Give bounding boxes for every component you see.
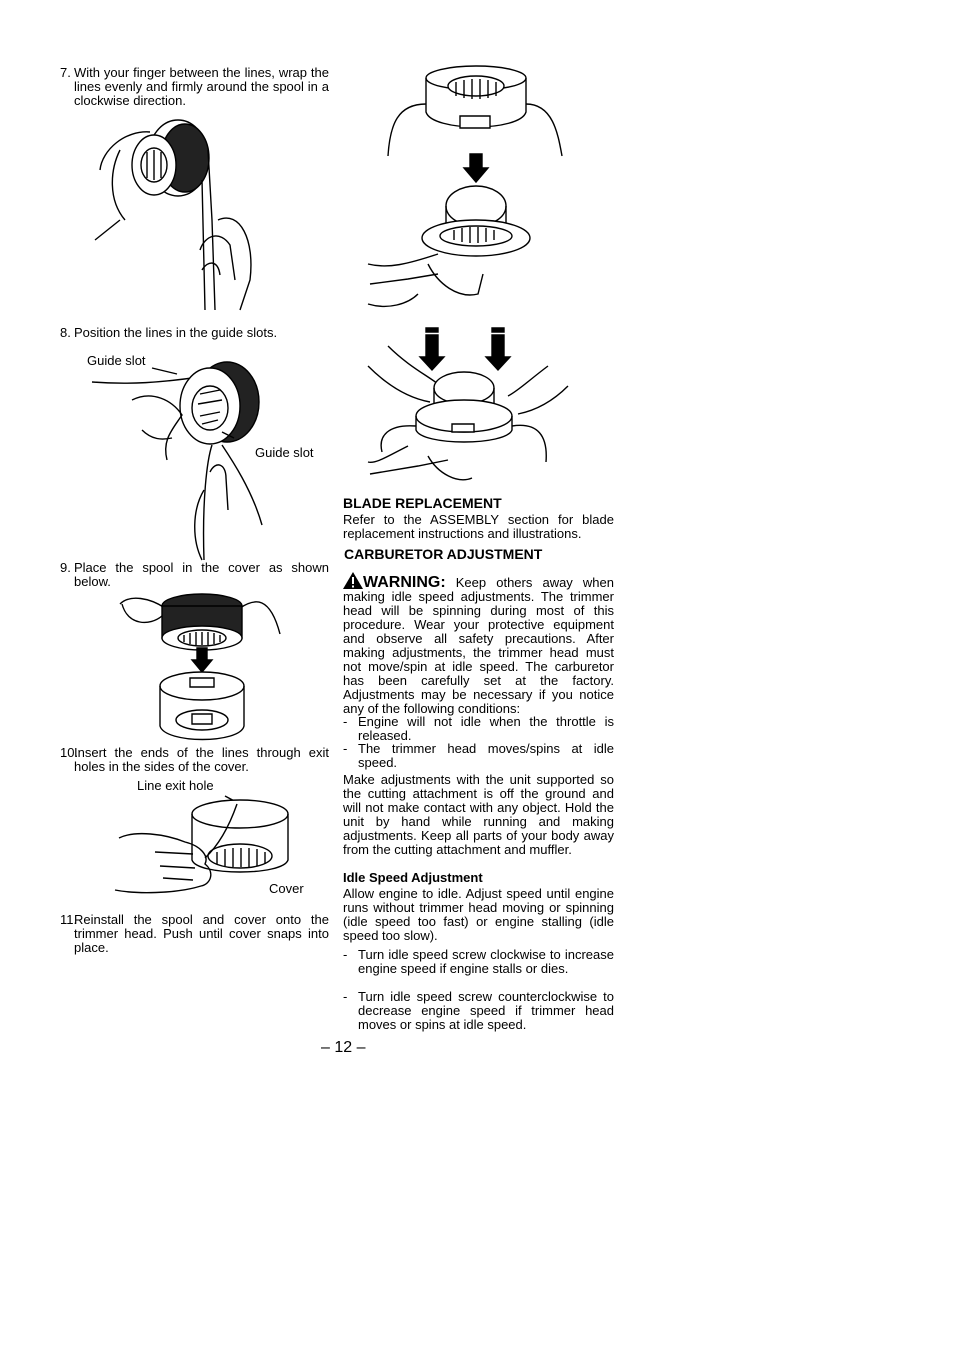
down-arrow-icon	[192, 648, 212, 672]
wind-spool-illustration	[90, 110, 270, 310]
warning-triangle-icon	[343, 572, 363, 589]
condition-item: - Engine will not idle when the throttle is released.	[343, 714, 614, 743]
down-arrow-icon	[464, 154, 488, 182]
guide-slot-illustration	[92, 360, 272, 560]
line-exit-hole-label: Line exit hole	[137, 778, 214, 793]
idle-step-item: - Turn idle speed screw counterclockwise to decrease engine speed if trimmer head moves or spins at idle speed.	[343, 989, 614, 1032]
blade-replacement-heading: BLADE REPLACEMENT	[343, 495, 502, 511]
idle-step-text: Turn idle speed screw counterclockwise to decrease engine speed if trimmer head moves or spins at idle speed.	[358, 989, 614, 1032]
idle-step-text: Turn idle speed screw clockwise to increase engine speed if engine stalls or dies.	[358, 947, 614, 976]
down-arrow-icon	[420, 328, 444, 370]
idle-speed-text: Allow engine to idle. Adjust speed until engine runs without trimmer head moving or spinning (idle speed too fast) or engine stalling (idle speed too slow).	[343, 886, 614, 943]
step-text: Reinstall the spool and cover onto the trimmer head. Push until cover snaps into place.	[74, 912, 329, 955]
spool-into-cover-illustration	[120, 586, 285, 746]
guide-slot-label: Guide slot	[255, 445, 314, 460]
step-11	[60, 913, 329, 955]
step-9	[60, 561, 329, 589]
cover-label: Cover	[269, 881, 304, 896]
step-number: 7.	[60, 65, 71, 80]
warning-paragraph	[343, 572, 614, 716]
snap-cover-illustration	[368, 326, 568, 484]
step-number: 8.	[60, 325, 71, 340]
page-number: – 12 –	[321, 1039, 366, 1056]
guide-slot-label: Guide slot	[87, 353, 146, 368]
line-exit-illustration	[105, 794, 295, 906]
step-text: Position the lines in the guide slots.	[74, 325, 278, 340]
step-text: Insert the ends of the lines through exit holes in the sides of the cover.	[74, 745, 329, 774]
warning-text: Keep others away when making idle speed adjustments. The trimmer head will be spinning during most of this procedure. Wear your protective equipment and observe all safety precautions. After making adjustments, the trimmer head must not move/spin at idle speed. The carburetor has been carefully set at the factory. Adjustments may be necessary if you notice any of the following conditions:	[343, 575, 614, 716]
idle-step-item: - Turn idle speed screw clockwise to increase engine speed if engine stalls or dies.	[343, 947, 614, 976]
condition-text: The trimmer head moves/spins at idle speed.	[358, 741, 614, 770]
step-10	[60, 746, 329, 774]
step-number: 9.	[60, 560, 71, 575]
step-7	[60, 66, 329, 108]
step-8	[60, 326, 329, 340]
step-number: 11.	[60, 912, 78, 927]
step-number: 10.	[60, 745, 79, 760]
step-text: With your finger between the lines, wrap the lines evenly and firmly around the spool in a clockwise direction.	[74, 65, 329, 108]
condition-text: Engine will not idle when the throttle is released.	[358, 714, 614, 743]
warning-word: WARNING:	[363, 574, 446, 591]
blade-replacement-text: Refer to the ASSEMBLY section for blade replacement instructions and illustrations.	[343, 512, 614, 541]
down-arrow-icon	[486, 328, 510, 370]
support-instructions: Make adjustments with the unit supported so the cutting attachment is off the ground and will not make contact with any object. Hold the unit by hand while running and making adjustments. Keep all parts of your body away from the cutting attachment and muffler.	[343, 772, 614, 857]
reinstall-cover-illustration	[368, 64, 568, 322]
idle-speed-heading: Idle Speed Adjustment	[343, 870, 483, 885]
carburetor-adjustment-heading: CARBURETOR ADJUSTMENT	[344, 546, 543, 562]
step-text: Place the spool in the cover as shown below.	[74, 560, 329, 589]
condition-item: - The trimmer head moves/spins at idle speed.	[343, 741, 614, 770]
